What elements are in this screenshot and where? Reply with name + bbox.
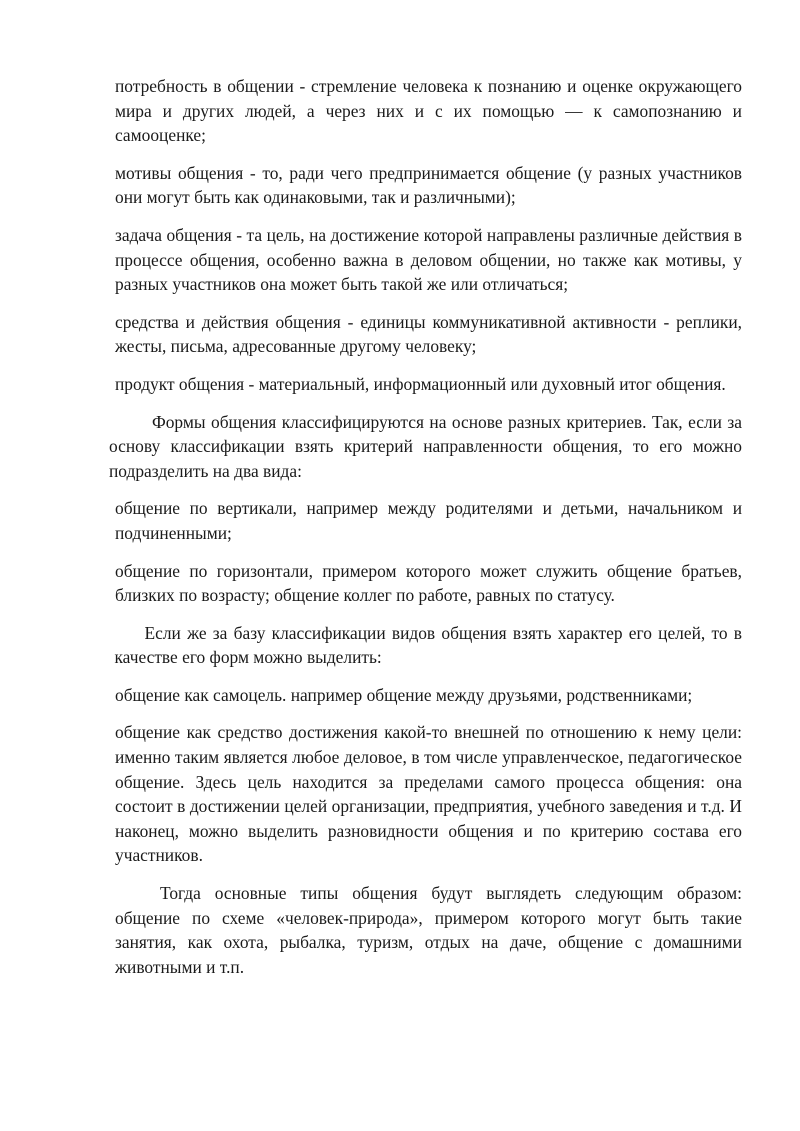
paragraph-communication-as-means: общение как средство достижения какой-то внешней по отношению к нему цели: именно таким является любое деловое, в том числе управленческое, педагогическое общение. Здесь цель находится за пределами самого процесса общения: она состоит в достижении целей организации, предприятия, учебного заведения и т.д. И наконец, можно выделить разновидности общения и по критерию состава его участников. <box>115 722 742 866</box>
paragraph-communication-means: средства и действия общения - единицы коммуникативной активности - реплики, жесты, письма, адресованные другому человеку; <box>115 311 742 357</box>
paragraph-communication-as-goal: общение как самоцель. например общение между друзьями, родственниками; <box>115 684 693 705</box>
paragraph-horizontal-communication: общение по горизонтали, примером которого может служить общение братьев, близких по возрасту; общение коллег по работе, равных по статусу. <box>115 560 742 606</box>
paragraph-communication-motives: мотивы общения - то, ради чего предпринимается общение (у разных участников они могут быть как одинаковыми, так и различными); <box>115 162 742 208</box>
paragraph-communication-types: Тогда основные типы общения будут выглядеть следующим образом: общение по схеме «человек-природа», примером которого могут быть такие занятия, как охота, рыбалка, туризм, отдых на даче, общение с домашними животными и т.п. <box>115 883 742 977</box>
paragraph-vertical-communication: общение по вертикали, например между родителями и детьми, начальником и подчиненными; <box>115 498 742 543</box>
paragraph-communication-task: задача общения - та цель, на достижение которой направлены различные действия в процессе общения, особенно важна в деловом общении, но также как мотивы, у разных участников она может быть такой же или отличаться; <box>115 224 742 295</box>
document-page <box>109 74 742 992</box>
paragraph-need-for-communication: потребность в общении - стремление человека к познанию и оценке окружающего мира и других людей, а через них и с их помощью — к самопознанию и самооценке; <box>115 76 742 146</box>
paragraph-goals-classification: Если же за базу классификации видов общения взять характер его целей, то в качестве его форм можно выделить: <box>114 622 742 668</box>
paragraph-communication-product: продукт общения - материальный, информационный или духовный итог общения. <box>115 373 726 394</box>
paragraph-forms-classification: Формы общения классифицируются на основе разных критериев. Так, если за основу классификации взять критерий направленности общения, то его можно подразделить на два вида: <box>109 411 742 481</box>
